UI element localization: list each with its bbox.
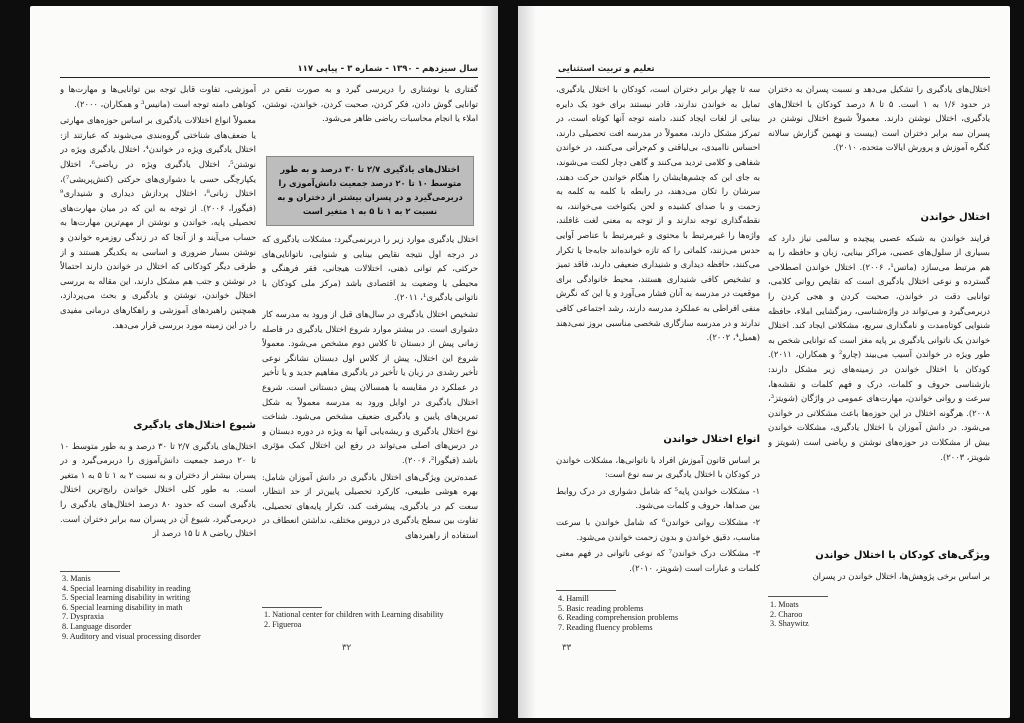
page-number: ۳۳ (562, 643, 572, 653)
section-heading: انواع اختلال خواندن (663, 434, 760, 445)
gutter-shadow (518, 6, 536, 718)
paragraph: معمولاً انواع اختلالات یادگیری بر اساس حوزه‌های مهارتی یا ضعف‌های شناختی گروه‌بندی می‌شوند که عبارتند از: اختلال یادگیری ویژه در خواندن⁴، اختلال یادگیری ویژه در نوشتن⁵، اختلال یادگیری ویژه در ریاضی⁶، اختلال یکپارچگی حسی یا دشواری‌های حرکتی (کنش‌پریشی⁷)، اختلال زبانی⁸، اختلال پردازش دیداری و شنیداری⁹ (فیگورا، ۲۰۰۶). از توجه به این که در میان مهارت‌های تحصیلی پایه، خواندن و نوشتن از مهم‌ترین مهارت‌ها به حساب می‌آیند و از آنجا که در زندگی روزمره خواندن و نوشتن بسیار ضروری و اساسی به یکدیگر هستند و از طرفی دیگر کودکانی که اختلال در خواندن دارند احتمالاً در نوشتن و جتب هم مشکل دارند، این مقاله به بررسی اختلال خواندن، نوشتن و یادگیری و بحث می‌پردازد، همچنین راهبردهای آموزشی و راهکارهای درمانی مفیدی را در این زمینه مورد بررسی قرار می‌دهد. (60, 115, 256, 330)
footnote: 1. Moats (770, 600, 799, 609)
footnote: 8. Language disorder (62, 621, 132, 631)
running-head: سال سیزدهم - ۱۳۹۰ - شماره ۳ - پیاپی ۱۱۷ (297, 64, 478, 74)
footnote-rule (768, 596, 828, 597)
footnote: 1. National center for children with Learning disability (264, 610, 444, 619)
footnote: 9. Auditory and visual processing disorder (62, 631, 201, 641)
paragraph: ۲- مشکلات روانی خواندن⁶ که شامل خواندن با سرعت مناسب، دقیق خواندن و بدون زحمت خواندن می‌شود. (556, 516, 760, 542)
header-rule (556, 77, 990, 78)
page-number: ۳۲ (342, 643, 352, 653)
highlight-box: اختلال‌های یادگیری ۲/۷ تا ۳۰ درصد و به طور متوسط ۱۰ تا ۲۰ درصد جمعیت دانش‌آموزی را دربرمی‌گیرد و در پسران بیشتر از دختران و به نسبت ۲ به ۱ تا ۵ به ۱ متغیر است (266, 156, 474, 226)
gutter-shadow (480, 6, 498, 718)
text-column (556, 424, 760, 590)
text-column (60, 82, 256, 407)
footnotes (770, 600, 809, 629)
footnote: 3. Shaywitz (770, 619, 809, 629)
footnote: 6. Special learning disability in math (62, 602, 183, 612)
text-column (768, 82, 990, 198)
paragraph: گفتاری یا نوشتاری را دریرسی گیرد و به صورت نقص در توانایی گوش دادن، فکر کردن، صحبت کردن، خواندن، نوشتن، املاء یا انجام محاسبات ریاضی ظاهر می‌شود. (262, 84, 478, 124)
paragraph: آموزشی، تفاوت قابل توجه بین توانایی‌ها و مهارت‌ها و کوتاهی دامنه توجه است (مانیس³ و همکاران، ۲۰۰۰). (60, 84, 256, 109)
footnote: 7. Reading fluency problems (558, 622, 653, 632)
footnote: 6. Reading comprehension problems (558, 613, 679, 623)
footnote: 5. Special learning disability in writing (62, 593, 190, 603)
footnotes (62, 574, 201, 641)
paragraph: ۳- مشکلات درک خواندن⁷ که نوعی ناتوانی در فهم معنی کلمات و عبارات است (شویتز، ۲۰۱۰). (556, 548, 760, 573)
footnote-rule (60, 571, 120, 572)
footnote-rule (262, 607, 322, 608)
footnotes (264, 610, 444, 629)
paragraph: ۱- مشکلات خواندن پایه⁵ که شامل دشواری در درک روابط بین صداها، حروف و کلمات می‌شود. (556, 485, 760, 511)
text-column (262, 82, 478, 154)
footnote: 5. Basic reading problems (558, 603, 644, 613)
section-heading: اختلال خواندن (920, 212, 990, 223)
footnote: 2. Figueroa (264, 619, 302, 629)
text-column (60, 410, 256, 570)
running-head: تعلیم و تربیت استثنایی (558, 64, 655, 74)
section-heading: شیوع اختلال‌های یادگیری (133, 420, 256, 431)
right-page (518, 6, 1010, 718)
section-heading: ویژگی‌های کودکان با اختلال خواندن (815, 550, 990, 561)
left-page (30, 6, 498, 718)
footnote: 4. Special learning disability in reading (62, 583, 191, 593)
paragraph: فرایند خواندن به شبکه عصبی پیچیده و سالمی نیاز دارد که بسیاری از سلول‌های عصبی، مراکز بینایی، زبان و حافظه را به هم مرتبط می‌سازد (ماتس¹، ۲۰۰۶). اختلال خواندن اصطلاحی گسترده و نوعی اختلال یادگیری است که نقایص روانی کلامی، توانایی دقت در خواندن، صحبت کردن و هجی کردن را دربرمی‌گیرد و می‌تواند در واژه‌شناسی، رمزگشایی املاء، حافظه شنوایی کوتاه‌مدت و نامگذاری سریع، مشکلاتی ایجاد کند. اختلال خواندن یک ناتوانی یادگیری بر پایه مغز است که توانایی شخص به طور ویژه در خواندن آسیب می‌بیند (چارو² و همکاران، ۲۰۱۱). کودکان با اختلال خواندن در زمینه‌های زیر مشکل دارند: بازشناسی حروف و کلمات، درک و فهم کلمات و نقشه‌ها، سرعت و روانی خواندن، مهارت‌های عمومی در واژگان (شویتز³، ۲۰۰۸). هرگونه اختلال در این حوزه‌ها باعث مشکلاتی در خواندن می‌شود. در دانش آموزان با اختلال یادگیری، مشکلات خواندن بیش از مشکلات در حوزه‌های نوشتن و ریاضی است (شویتز و شویتز، ۲۰۰۳). (768, 232, 990, 462)
paragraph: اختلال‌های یادگیری را تشکیل می‌دهد و نسبت پسران به دختران در حدود ۱/۶ به ۱ است. ۵ تا ۸ درصد کودکان با اختلال‌های یادگیری، اختلال نوشتن دارند. معمولاً شیوع اختلال نوشتن در پسران سه برابر دختران است (بیست و نهمین گزارش سالانه کنگره آموزش و پرورش ایالات متحده، ۲۰۱۰). (768, 84, 990, 153)
text-column (768, 540, 990, 588)
footnote: 2. Charoo (770, 609, 803, 619)
paragraph: بر اساس برخی پژوهش‌ها، اختلال خواندن در پسران (812, 570, 990, 581)
text-column (262, 232, 478, 602)
footnote: 7. Dyspraxia (62, 612, 104, 622)
footnotes (558, 594, 678, 632)
text-column (556, 82, 760, 422)
paragraph: عمده‌ترین ویژگی‌های اختلال یادگیری در دانش آموزان شامل: بهره هوشی طبیعی، کارکرد تحصیلی پایین‌تر از حد انتظار، سعت کم در یادگیری، پیشرفت کند، تکرار پایه‌های تحصیلی، تفاوت بین سطح یادگیری در دروس مختلف، نداشتن انعطاف در استفاده از راهبردهای (262, 471, 478, 540)
paragraph: بر اساس قانون آموزش افراد با ناتوانی‌ها، مشکلات خواندن در کودکان با اختلال یادگیری بر سه نوع است: (556, 454, 760, 480)
paragraph: سه تا چهار برابر دختران است، کودکان با اختلال یادگیری، تمایل به خواندن ندارند، قادر نیستند برای خود یک دایره بینایی از لغات ایجاد کنند، دامنه توجه آنها کوتاه است، در تمرکز مشکل دارند، معمولاً در مدرسه افت تحصیلی دارند، احساس ناامیدی، بی‌لیاقتی و کم‌جرأتی می‌کنند، در خواندن شفاهی و کلامی تردید می‌کنند و گاهی دچار لکنت می‌شوند، به جای این که چشم‌هایشان را هنگام خواندن حرکت دهند، سرشان را تکان می‌دهند، در رابطه با کلمه به کلمه به زحمت و با صدای کشیده و لحن یکنواخت می‌خوانند، به نقطه‌گذاری توجه ندارند و از توجه به معنی لغت غافلند، واژه‌ها را غیرمرتبط با محتوی و غیرمرتبط با عناصر آوایی حدس می‌زنند، کلماتی را که تازه خوانده‌اند جابه‌جا یا تکرار می‌کنند، حافظه دیداری و شنیداری ضعیفی دارند، فاقد تمیز و تشخیص کافی شنیداری هستند، محیط خانوادگی برای موقعیت در مدرسه به آنان فشار می‌آورد و یا این که نگرش منفی افراطی به عملکرد مدرسه دارند، رشد اجتماعی کافی ندارند و در مدرسه سازگاری شخصی مناسبی بروز نمی‌دهند (همیل⁴، ۲۰۰۲). (556, 84, 760, 343)
footnote: 3. Manis (62, 574, 91, 583)
footnote: 4. Hamill (558, 594, 589, 603)
text-column (768, 202, 990, 538)
footnote-rule (556, 590, 616, 591)
paragraph: اختلال‌های یادگیری ۲/۷ تا ۳۰ درصد و به طور متوسط ۱۰ تا ۲۰ درصد جمعیت دانش‌آموزی را دربرمی‌گیرد و در پسران بیشتر از دختران و به نسبت ۲ به ۱ تا ۵ به ۱ متغیر است. به طور کلی اختلال خواندن رایج‌ترین اختلال یادگیری است که حدود ۸۰ درصد اختلال‌های یادگیری را دربرمی‌گیرد، شیوع آن در پسران سه برابر دختران است. اختلال ریاضی ۸ تا ۱۵ درصد از (60, 440, 256, 539)
paragraph: اختلال یادگیری موارد زیر را دربرنمی‌گیرد: مشکلات یادگیری که در درجه اول نتیجه نقایص بینایی و شنوایی، ناتوانایی‌های حرکتی، کم توانی ذهنی، اختلالات هیجانی، فقر فرهنگی و محیطی یا وضعیت بد اقتصادی باشد (مرکز ملی کودکان با ناتوانی یادگیری¹، ۲۰۱۱). (262, 234, 478, 303)
paragraph: تشخیص اختلال یادگیری در سال‌های قبل از ورود به مدرسه کار دشواری است. در بیشتر موارد شروع اختلال یادگیری در فاصله زمانی پیش از دبستان تا کلاس دوم مشخص می‌شود. معمولاً شروع این اختلال، پیش از کلاس اول دبستان نشانگر نوعی تأخیر رشدی در زبان یا تأخیر در یادگیری مفاهیم جدید و یا تأخیر در عملکرد در مقایسه با همسالان پیش دبستانی است. شروع اختلال یادگیری در اوایل ورود به مدرسه معمولاً به شکل تمرین‌های پایین و یادگیری ضعیف مشخص می‌شود. شناخت نوع اختلال یادگیری و ریشه‌یابی آنها به ویژه در دوره دبستان و در درس‌های اصلی می‌تواند در رفع این اختلال کمک مؤثری باشد (فیگورا²، ۲۰۰۶). (262, 308, 478, 465)
header-rule (60, 77, 478, 78)
